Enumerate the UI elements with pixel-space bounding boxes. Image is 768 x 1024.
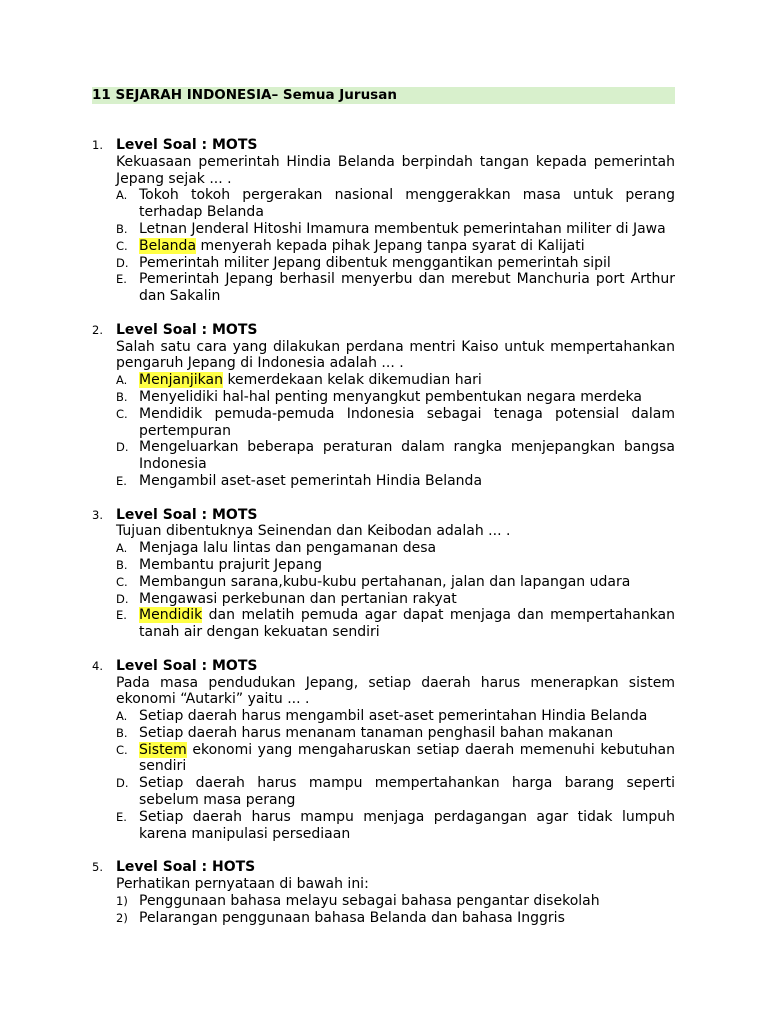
highlighted-answer-word: Sistem <box>139 741 187 758</box>
option-text: Membantu prajurit Jepang <box>139 556 323 573</box>
option-letter: D. <box>116 776 129 791</box>
answer-option <box>116 187 675 221</box>
question-item <box>92 137 675 305</box>
answer-option <box>116 389 675 406</box>
option-letter: A. <box>116 373 128 388</box>
option-content <box>139 439 675 472</box>
answer-option <box>116 406 675 440</box>
option-text: Pemerintah militer Jepang dibentuk menggantikan pemerintah sipil <box>139 254 611 271</box>
answer-option <box>116 221 675 238</box>
option-letter: C. <box>116 742 128 757</box>
question-text: Kekuasaan pemerintah Hindia Belanda berpindah tangan kepada pemerintah Jepang sejak ... . <box>116 153 675 187</box>
highlighted-answer-word: Belanda <box>139 237 197 254</box>
option-text: Menjaga lalu lintas dan pengamanan desa <box>139 540 437 557</box>
question-number: 4. <box>92 658 103 673</box>
option-text: kemerdekaan kelak dikemudian hari <box>223 372 482 389</box>
option-text: Tokoh tokoh pergerakan nasional menggerakkan masa untuk perang terhadap Belanda <box>139 187 675 221</box>
option-content <box>139 742 675 775</box>
answer-option <box>116 591 675 608</box>
option-letter: 1) <box>116 893 128 908</box>
question-number: 1. <box>92 138 103 152</box>
question-level: Level Soal : MOTS <box>116 506 258 523</box>
option-text: Setiap daerah harus mampu menjaga perdagangan agar tidak lumpuh karena manipulasi persediaan <box>139 808 675 842</box>
option-content <box>139 893 600 909</box>
option-content <box>139 574 630 590</box>
question-body <box>116 859 675 926</box>
option-letter: E. <box>116 473 127 488</box>
option-text: dan melatih pemuda agar dapat menjaga dan mempertahankan tanah air dengan kekuatan sendiri <box>139 607 675 641</box>
option-letter: B. <box>116 557 128 572</box>
option-letter: 2) <box>116 910 128 925</box>
option-text: Letnan Jenderal Hitoshi Imamura membentuk pemerintahan militer di Jawa <box>139 220 666 237</box>
answer-option <box>116 238 675 255</box>
answer-option <box>116 809 675 843</box>
option-text: Penggunaan bahasa melayu sebagai bahasa pengantar disekolah <box>139 892 600 909</box>
answer-option <box>116 271 675 305</box>
option-text: Pemerintah Jepang berhasil menyerbu dan merebut Manchuria port Arthur dan Sakalin <box>139 271 675 305</box>
option-content <box>139 406 675 439</box>
option-letter: C. <box>116 238 128 253</box>
answer-option <box>116 742 675 776</box>
highlighted-answer-word: Mendidik <box>139 607 203 624</box>
option-text: Setiap daerah harus mampu mempertahankan harga barang seperti sebelum masa perang <box>139 775 675 809</box>
option-content <box>139 187 675 220</box>
option-content <box>139 708 647 724</box>
answer-option <box>116 574 675 591</box>
option-text: Mengambil aset-aset pemerintah Hindia Belanda <box>139 472 483 489</box>
option-content <box>139 221 666 237</box>
option-letter: D. <box>116 440 129 455</box>
option-letter: B. <box>116 725 128 740</box>
option-content <box>139 725 613 741</box>
question-text: Pada masa pendudukan Jepang, setiap daerah harus menerapkan sistem ekonomi “Autarki” yaitu ... . <box>116 674 675 708</box>
option-content <box>139 557 322 573</box>
option-letter: C. <box>116 406 128 421</box>
option-text: Mengeluarkan beberapa peraturan dalam rangka menjepangkan bangsa Indonesia <box>139 439 675 473</box>
option-content <box>139 255 611 271</box>
option-letter: A. <box>116 541 128 556</box>
answer-option <box>116 910 675 927</box>
answer-option <box>116 255 675 272</box>
option-letter: D. <box>116 591 129 606</box>
question-item <box>92 507 675 641</box>
option-letter: E. <box>116 608 127 623</box>
option-letter: A. <box>116 709 128 724</box>
option-letter: B. <box>116 221 128 236</box>
answer-option <box>116 439 675 473</box>
option-letter: A. <box>116 188 128 203</box>
option-content <box>139 607 675 640</box>
option-content <box>139 473 482 489</box>
question-body <box>116 507 675 641</box>
option-text: menyerah kepada pihak Jepang tanpa syarat di Kalijati <box>196 237 585 254</box>
option-content <box>139 372 482 388</box>
option-text: ekonomi yang mengaharuskan setiap daerah memenuhi kebutuhan sendiri <box>139 741 675 775</box>
option-text: Mengawasi perkebunan dan pertanian rakyat <box>139 590 457 607</box>
answer-option <box>116 473 675 490</box>
option-letter: E. <box>116 809 127 824</box>
question-item <box>92 859 675 926</box>
answer-option <box>116 775 675 809</box>
question-level: Level Soal : MOTS <box>116 137 258 153</box>
question-body <box>116 322 675 490</box>
option-text: Setiap daerah harus menanam tanaman penghasil bahan makanan <box>139 724 614 741</box>
question-item <box>92 322 675 490</box>
question-list <box>92 137 675 943</box>
option-content <box>139 238 585 254</box>
question-text: Perhatikan pernyataan di bawah ini: <box>116 876 369 893</box>
question-level: Level Soal : HOTS <box>116 859 256 876</box>
question-item <box>92 658 675 843</box>
question-level: Level Soal : MOTS <box>116 321 258 338</box>
document-title: 11 SEJARAH INDONESIA– Semua Jurusan <box>92 87 675 104</box>
option-content <box>139 910 565 926</box>
question-number: 3. <box>92 507 103 522</box>
option-content <box>139 809 675 842</box>
question-level: Level Soal : MOTS <box>116 657 258 674</box>
option-letter: C. <box>116 574 128 589</box>
option-content <box>139 775 675 808</box>
option-letter: D. <box>116 255 129 270</box>
option-content <box>139 389 642 405</box>
option-text: Menyelidiki hal-hal penting menyangkut pembentukan negara merdeka <box>139 388 642 405</box>
answer-option <box>116 607 675 641</box>
option-text: Setiap daerah harus mengambil aset-aset pemerintahan Hindia Belanda <box>139 708 648 725</box>
answer-option <box>116 372 675 389</box>
option-letter: E. <box>116 272 127 287</box>
option-letter: B. <box>116 389 128 404</box>
question-text: Salah satu cara yang dilakukan perdana mentri Kaiso untuk mempertahankan pengaruh Jepang di Indonesia adalah ... . <box>116 338 675 372</box>
highlighted-answer-word: Menjanjikan <box>139 372 223 389</box>
question-number: 2. <box>92 322 103 337</box>
question-number: 5. <box>92 860 103 875</box>
answer-option <box>116 708 675 725</box>
option-text: Mendidik pemuda-pemuda Indonesia sebagai tenaga potensial dalam pertempuran <box>139 405 675 439</box>
option-text: Pelarangan penggunaan bahasa Belanda dan bahasa Inggris <box>139 909 565 926</box>
answer-option <box>116 540 675 557</box>
question-text: Tujuan dibentuknya Seinendan dan Keibodan adalah ... . <box>116 523 511 540</box>
option-content <box>139 591 457 607</box>
answer-option <box>116 893 675 910</box>
option-content <box>139 540 436 556</box>
question-body <box>116 658 675 843</box>
answer-option <box>116 557 675 574</box>
question-body <box>116 137 675 305</box>
answer-option <box>116 725 675 742</box>
option-content <box>139 271 675 304</box>
option-text: Membangun sarana,kubu-kubu pertahanan, jalan dan lapangan udara <box>139 573 631 590</box>
